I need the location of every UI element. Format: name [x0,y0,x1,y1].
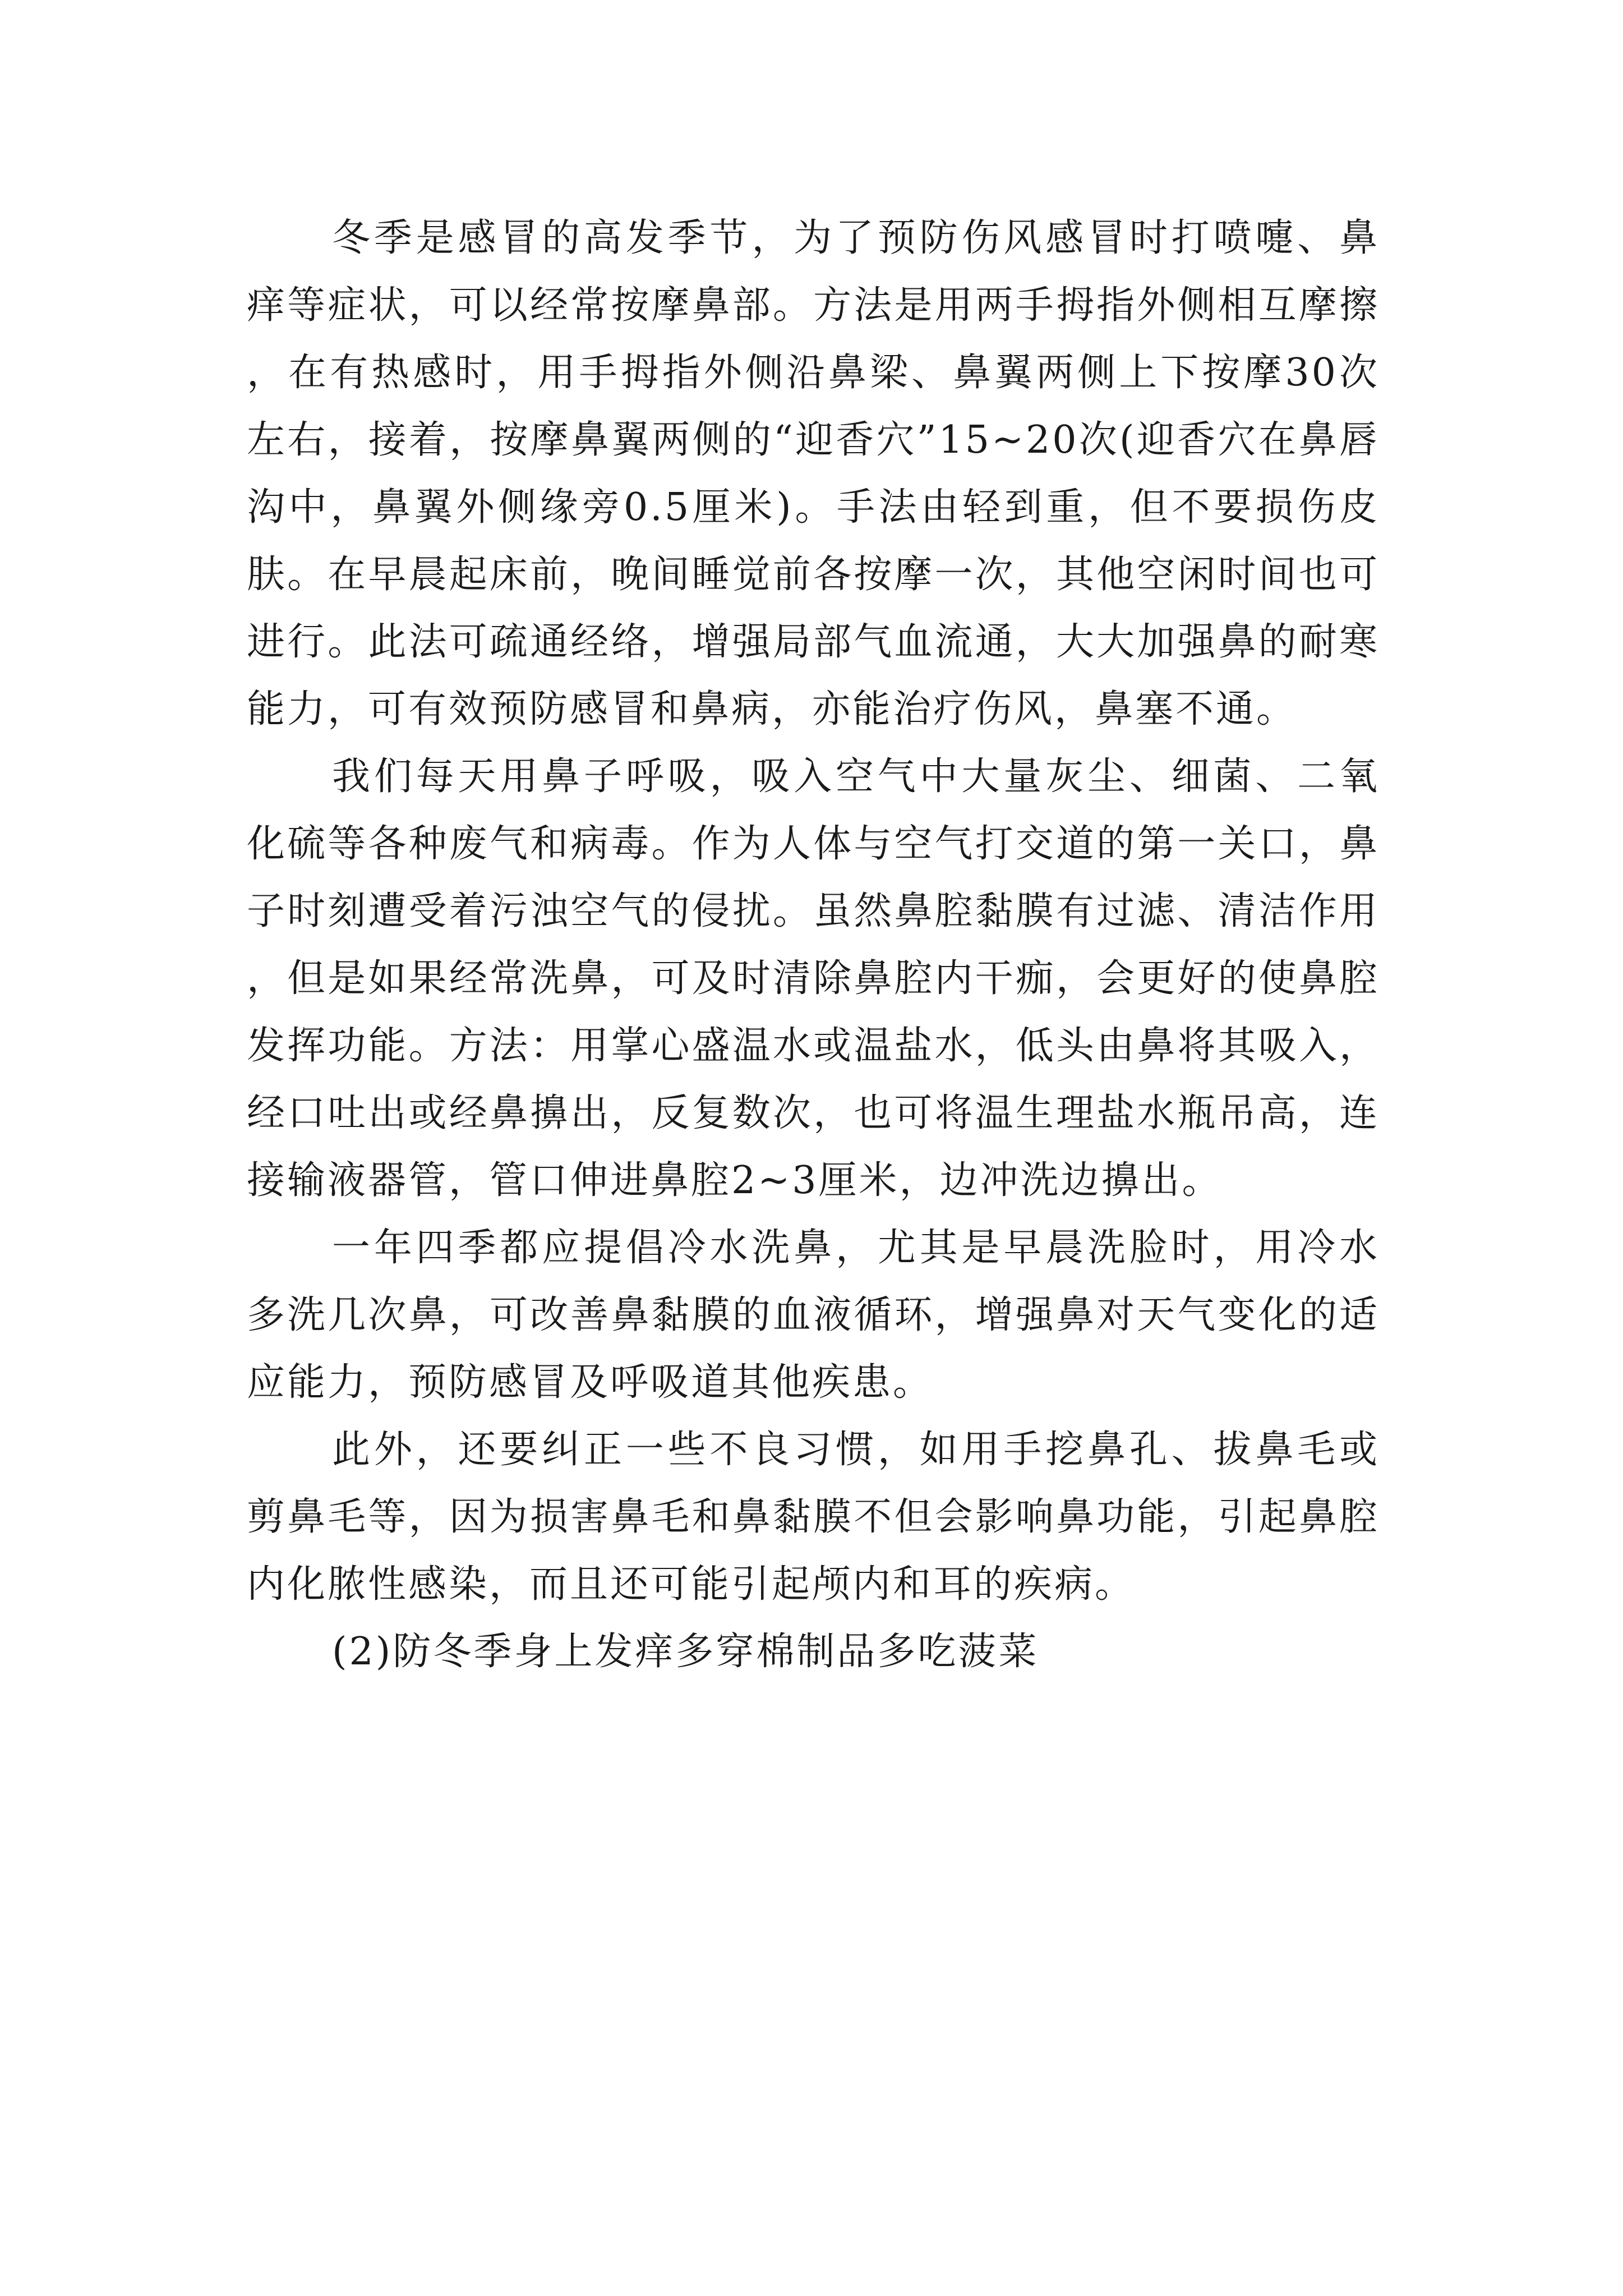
paragraph-bad-habits: 此外，还要纠正一些不良习惯，如用手挖鼻孔、拔鼻毛或剪鼻毛等，因为损害鼻毛和鼻黏膜不但会影响鼻功能，引起鼻腔内化脓性感染，而且还可能引起颅内和耳的疾病。 [247,1428,1380,1607]
document-body [247,205,1380,1686]
section-heading: (2)防冬季身上发痒多穿棉制品多吃菠菜 [332,1630,1039,1674]
paragraph-nose-washing: 我们每天用鼻子呼吸，吸入空气中大量灰尘、细菌、二氧化硫等各种废气和病毒。作为人体与空气打交道的第一关口，鼻子时刻遭受着污浊空气的侵扰。虽然鼻腔黏膜有过滤、清洁作用，但是如果经常洗鼻，可及时清除鼻腔内干痂，会更好的使鼻腔发挥功能。方法：用掌心盛温水或温盐水，低头由鼻将其吸入，经口吐出或经鼻擤出，反复数次，也可将温生理盐水瓶吊高，连接输液器管，管口伸进鼻腔2~3厘米，边冲洗边擤出。 [247,754,1380,1203]
paragraph-cold-water-wash: 一年四季都应提倡冷水洗鼻，尤其是早晨洗脸时，用冷水多洗几次鼻，可改善鼻黏膜的血液循环，增强鼻对天气变化的适应能力，预防感冒及呼吸道其他疾患。 [247,1226,1380,1405]
paragraph-nose-massage: 冬季是感冒的高发季节，为了预防伤风感冒时打喷嚏、鼻痒等症状，可以经常按摩鼻部。方法是用两手拇指外侧相互摩擦，在有热感时，用手拇指外侧沿鼻梁、鼻翼两侧上下按摩30次左右，接着，按摩鼻翼两侧的“迎香穴”15~20次(迎香穴在鼻唇沟中，鼻翼外侧缘旁0.5厘米)。手法由轻到重，但不要损伤皮肤。在早晨起床前，晚间睡觉前各按摩一次，其他空闲时间也可进行。此法可疏通经络，增强局部气血流通，大大加强鼻的耐寒能力，可有效预防感冒和鼻病，亦能治疗伤风，鼻塞不通。 [247,216,1380,731]
